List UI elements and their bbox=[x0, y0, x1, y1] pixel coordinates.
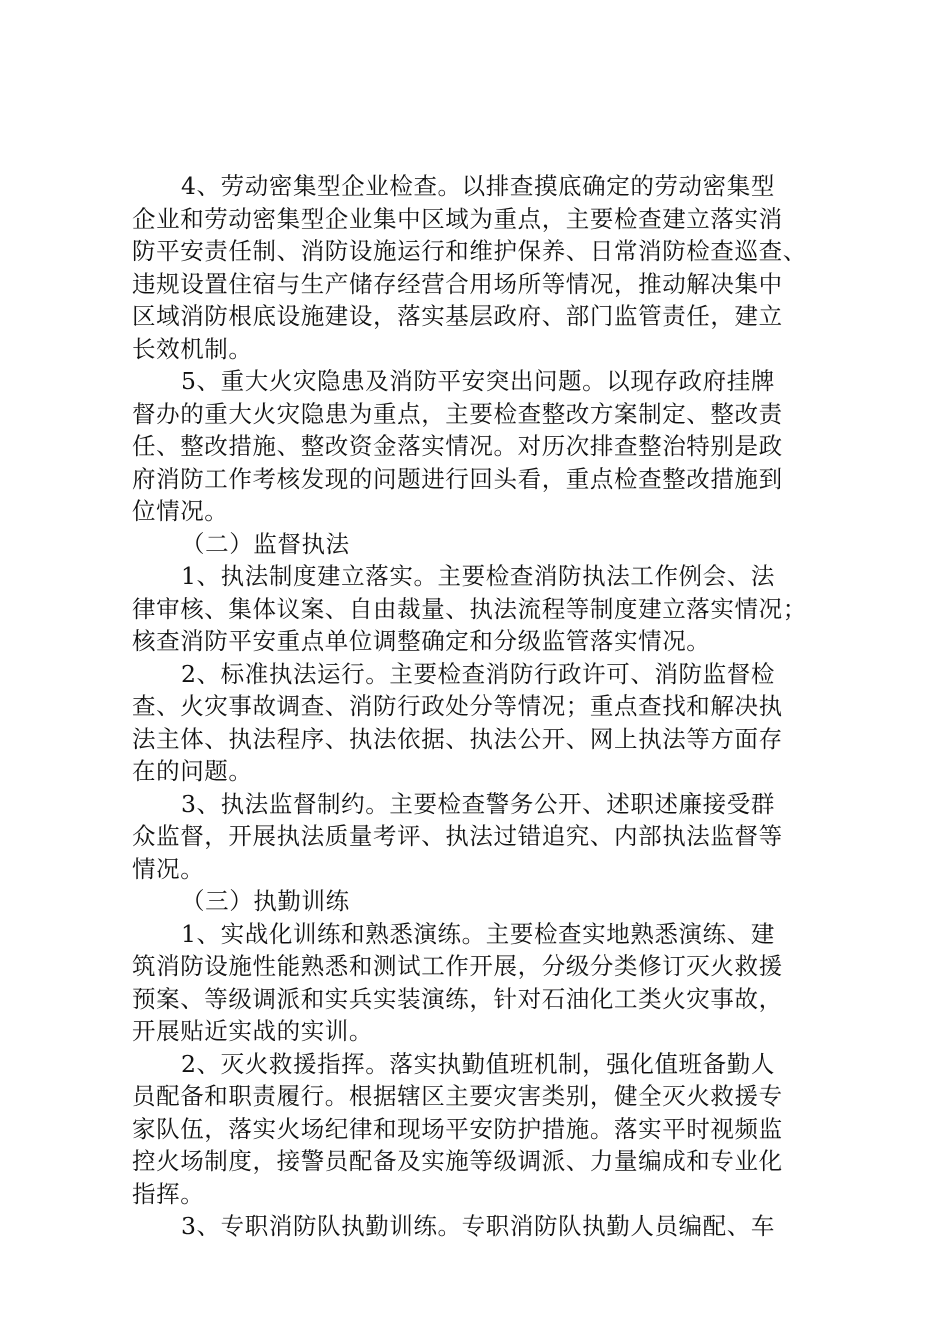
text-line: 2、灭火救援指挥。落实执勤值班机制，强化值班备勤人 bbox=[181, 1049, 775, 1078]
text-line: 员配备和职责履行。根据辖区主要灾害类别，健全灭火救援专 bbox=[132, 1082, 783, 1110]
text-line: 督办的重大火灾隐患为重点，主要检查整改方案制定、整改责 bbox=[132, 399, 783, 428]
text-line: 律审核、集体议案、自由裁量、执法流程等制度建立落实情况； bbox=[132, 594, 807, 623]
text-line: 3、执法监督制约。主要检查警务公开、述职述廉接受群 bbox=[181, 789, 775, 818]
paragraph bbox=[132, 560, 832, 658]
text-line: 府消防工作考核发现的问题进行回头看，重点检查整改措施到 bbox=[132, 464, 783, 493]
text-line: 4、劳动密集型企业检查。以排查摸底确定的劳动密集型 bbox=[181, 172, 775, 200]
text-line: 指挥。 bbox=[132, 1179, 205, 1208]
text-line: 众监督，开展执法质量考评、执法过错追究、内部执法监督等 bbox=[132, 822, 783, 850]
text-line: 2、标准执法运行。主要检查消防行政许可、消防监督检 bbox=[181, 659, 775, 688]
text-line: 违规设置住宿与生产储存经营合用场所等情况，推动解决集中 bbox=[132, 269, 783, 298]
section-heading bbox=[132, 885, 832, 918]
text-line: 3、专职消防队执勤训练。专职消防队执勤人员编配、车 bbox=[181, 1212, 775, 1240]
text-line: 5、重大火灾隐患及消防平安突出问题。以现存政府挂牌 bbox=[181, 367, 775, 395]
section-heading bbox=[132, 528, 832, 561]
text-line: 在的问题。 bbox=[132, 757, 253, 785]
text-line: 查、火灾事故调查、消防行政处分等情况；重点查找和解决执 bbox=[132, 692, 783, 720]
paragraph bbox=[132, 170, 832, 365]
text-line: （二）监督执法 bbox=[181, 529, 350, 558]
paragraph bbox=[132, 658, 832, 788]
text-line: 预案、等级调派和实兵实装演练，针对石油化工类火灾事故， bbox=[132, 984, 783, 1013]
text-line: 法主体、执法程序、执法依据、执法公开、网上执法等方面存 bbox=[132, 724, 783, 753]
paragraph bbox=[132, 1048, 832, 1211]
text-line: 家队伍，落实火场纪律和现场平安防护措施。落实平时视频监 bbox=[132, 1114, 783, 1143]
text-line: 位情况。 bbox=[132, 497, 229, 525]
paragraph bbox=[132, 788, 832, 886]
text-line: 1、实战化训练和熟悉演练。主要检查实地熟悉演练、建 bbox=[181, 919, 775, 948]
text-line: 控火场制度，接警员配备及实施等级调派、力量编成和专业化 bbox=[132, 1147, 783, 1175]
document-body bbox=[132, 170, 832, 1243]
text-line: 任、整改措施、整改资金落实情况。对历次排查整治特别是政 bbox=[132, 432, 783, 460]
text-line: 防平安责任制、消防设施运行和维护保养、日常消防检查巡查、 bbox=[132, 237, 807, 265]
text-line: 开展贴近实战的实训。 bbox=[132, 1017, 373, 1045]
text-line: 筑消防设施性能熟悉和测试工作开展，分级分类修订灭火救援 bbox=[132, 952, 783, 980]
text-line: 企业和劳动密集型企业集中区域为重点，主要检查建立落实消 bbox=[132, 204, 783, 233]
text-line: 长效机制。 bbox=[132, 334, 253, 363]
paragraph bbox=[132, 1210, 832, 1243]
text-line: 1、执法制度建立落实。主要检查消防执法工作例会、法 bbox=[181, 562, 775, 590]
paragraph bbox=[132, 918, 832, 1048]
text-line: 情况。 bbox=[132, 854, 205, 883]
text-line: 核查消防平安重点单位调整确定和分级监管落实情况。 bbox=[132, 627, 711, 655]
text-line: （三）执勤训练 bbox=[181, 887, 350, 915]
text-line: 区域消防根底设施建设，落实基层政府、部门监管责任，建立 bbox=[132, 302, 783, 330]
paragraph bbox=[132, 365, 832, 528]
